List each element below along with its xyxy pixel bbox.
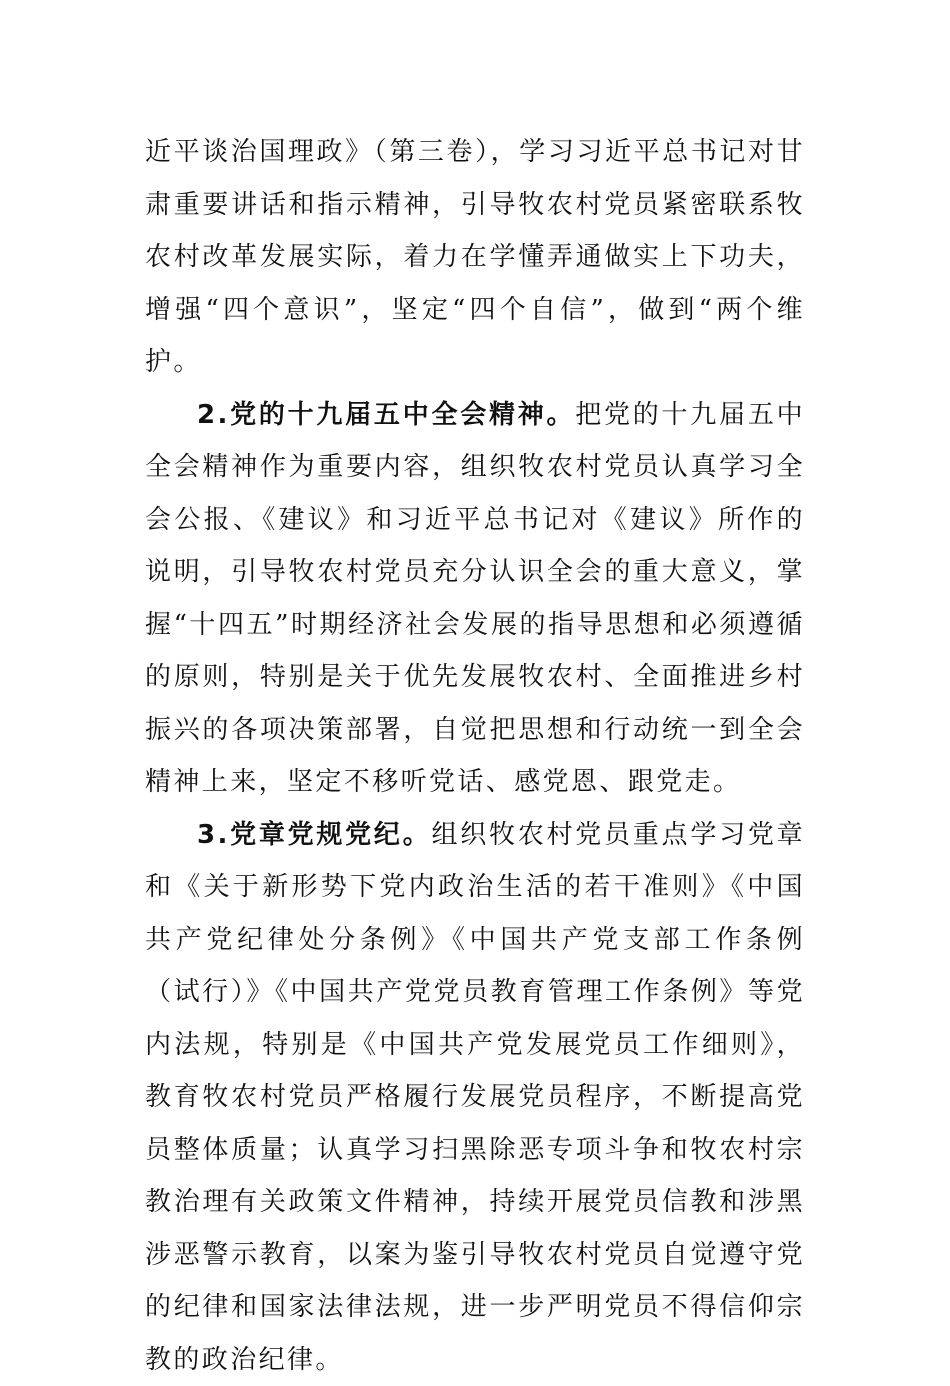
section-heading: 2.党的十九届五中全会精神。 xyxy=(197,400,575,430)
document-text xyxy=(145,126,805,1386)
section-heading: 3.党章党规党纪。 xyxy=(197,820,431,850)
paragraph-text: 把党的十九届五中全会精神作为重要内容，组织牧农村党员认真学习全会公报、《建议》和习近平总书记对《建议》所作的说明，引导牧农村党员充分认识全会的重大意义，掌握“十四五”时期经济社会发展的指导思想和必须遵循的原则，特别是关于优先发展牧农村、全面推进乡村振兴的各项决策部署，自觉把思想和行动统一到全会精神上来，坚定不移听党话、感党恩、跟党走。 xyxy=(145,400,805,798)
paragraph-section-2 xyxy=(145,389,805,809)
paragraph-section-3 xyxy=(145,809,805,1386)
paragraph-text: 近平谈治国理政》（第三卷），学习习近平总书记对甘肃重要讲话和指示精神，引导牧农村党员紧密联系牧农村改革发展实际，着力在学懂弄通做实上下功夫，增强“四个意识”，坚定“四个自信”，做到“两个维护。 xyxy=(145,137,805,377)
paragraph-continuation xyxy=(145,126,805,389)
paragraph-text: 组织牧农村党员重点学习党章和《关于新形势下党内政治生活的若干准则》《中国共产党纪律处分条例》《中国共产党支部工作条例（试行）》《中国共产党党员教育管理工作条例》等党内法规，特别是《中国共产党发展党员工作细则》，教育牧农村党员严格履行发展党员程序，不断提高党员整体质量；认真学习扫黑除恶专项斗争和牧农村宗教治理有关政策文件精神，持续开展党员信教和涉黑涉恶警示教育，以案为鉴引导牧农村党员自觉遵守党的纪律和国家法律法规，进一步严明党员不得信仰宗教的政治纪律。 xyxy=(145,820,805,1375)
